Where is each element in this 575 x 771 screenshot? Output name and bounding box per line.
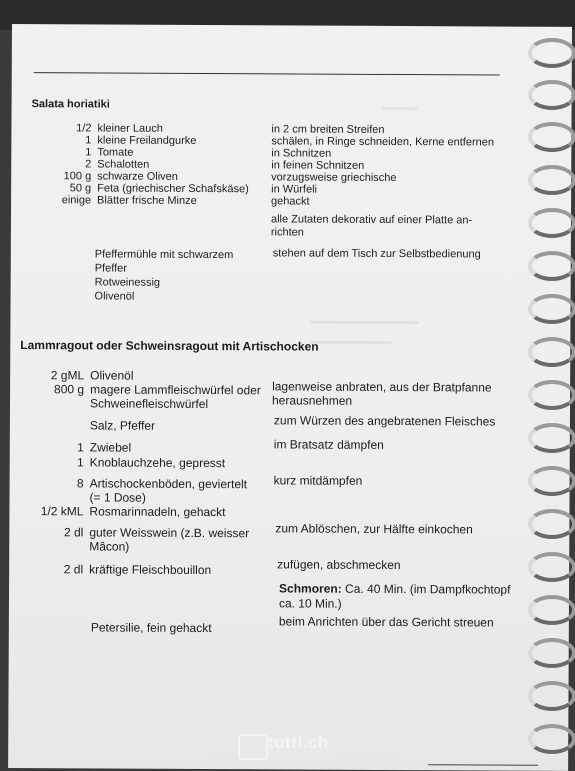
show-through-mark: ▬▬▬▬ [381,101,418,113]
instruction-text: im Bratsatz dämpfen [273,437,384,452]
ingredient-item: Salz, Pfeffer [89,418,156,433]
spiral-coil [528,80,575,110]
ingredient-item: kleiner Lauch [97,122,163,135]
spiral-coil [528,681,575,711]
ingredient-note: in feinen Schnitzen [271,159,365,172]
instruction-text: stehen auf dem Tisch zur Selbstbedienung [272,247,481,261]
schmoren-label: Schmoren: [279,581,342,596]
watermark: tutti.ch [268,733,329,752]
ingredient-note: vorzugsweise griechische [271,171,397,185]
instruction-text: zum Würzen des angebratenen Fleisches [273,413,496,429]
instruction-text: zufügen, abschmecken [277,557,401,573]
table-item: Pfeffer [94,262,127,275]
ingredient-qty: 1 [85,134,92,147]
ingredient-qty: 800 g [54,382,85,397]
schmoren-text: Ca. 40 Min. (im Dampfkochtopf [341,581,511,597]
spiral-coil [528,165,575,195]
table-item: Olivenöl [94,290,135,303]
spiral-coil [528,122,575,152]
table-item: Pfeffermühle mit schwarzem [94,248,234,262]
ingredient-qty: 1 [76,455,84,470]
ingredient-item: Knoblauchzehe, gepresst [89,455,226,471]
ingredient-item: Zwiebel [89,440,132,455]
show-through-mark: ▬▬▬▬▬▬▬▬▬▬▬▬ [310,315,419,327]
spiral-coil [528,208,575,238]
spiral-coil [528,638,575,668]
spiral-coil [528,423,575,453]
ingredient-qty: 8 [76,476,84,491]
ingredient-item: guter Weisswein (z.B. weisser [89,525,250,541]
instruction-text: zum Ablöschen, zur Hälfte einkochen [275,521,473,537]
section2-title: Lammragout oder Schweinsragout mit Artischocken [20,338,319,354]
ingredient-qty: 1 [77,440,84,455]
instruction-text: alle Zutaten dekorativ auf einer Platte an- [270,213,473,227]
ingredient-qty: 100 g [63,170,92,183]
spiral-coil [528,380,575,410]
ingredient-item: schwarze Oliven [97,170,178,183]
ingredient-qty: 2 dl [63,562,84,577]
ingredient-item: Schweinefleischwürfel [89,396,209,412]
ingredient-item: Feta (griechischer Schafskäse) [97,182,249,196]
tutti-logo-icon [238,734,268,760]
ingredient-note: in Würfeli [271,183,318,196]
table-item: Rotweinessig [94,276,161,289]
ingredient-item: magere Lammfleischwürfel oder [90,382,261,398]
spiral-coil [528,251,575,281]
ingredient-qty: einige [61,194,92,207]
spiral-coil [528,466,575,496]
ingredient-item: Tomate [97,146,134,159]
ingredient-item: Petersilie, fein gehackt [90,620,212,636]
spiral-coil [528,595,575,625]
ingredient-item: kleine Freilandgurke [97,134,197,147]
ingredient-note: schälen, in Ringe schneiden, Kerne entfernen [271,135,495,149]
instruction-text: richten [270,226,304,239]
spiral-coil [528,38,575,68]
ingredient-item: Olivenöl [90,368,134,383]
ingredient-item: (= 1 Dose) [89,490,146,505]
show-through-mark: ▬▬▬▬▬▬▬▬▬ [310,335,392,346]
ingredient-qty: 2 dl [63,525,84,540]
header-rule [34,72,500,75]
spiral-coil [528,337,575,367]
spiral-coil [528,509,575,539]
instruction-text: herausnehmen [271,393,353,408]
schmoren-line [279,581,510,596]
ingredient-qty: 50 g [69,182,92,195]
ingredient-qty: 1/2 kML [40,504,84,519]
ingredient-note: in 2 cm breiten Streifen [271,123,385,136]
ingredient-item: Artischockenböden, geviertelt [89,476,248,492]
section1-title: Salata horiatiki [31,98,110,111]
schmoren-text: ca. 10 Min.) [278,596,342,611]
ingredient-item: Rosmarinnadeln, gehackt [89,504,226,520]
instruction-text: kurz mitdämpfen [273,473,363,488]
ingredient-item: kräftige Fleischbouillon [89,562,212,578]
ingredient-qty: 2 gML [50,368,85,383]
ingredient-qty: 1/2 [76,122,92,135]
ingredient-qty: 2 [85,158,92,171]
spiral-coil [528,294,575,324]
ingredient-note: in Schnitzen [271,147,332,160]
spiral-coil [528,724,575,754]
footer-rule [428,764,538,766]
instruction-text: lagenweise anbraten, aus der Bratpfanne [272,379,492,395]
ingredient-qty: 1 [85,146,92,159]
ingredient-note: gehackt [271,195,310,208]
recipe-page [8,24,572,771]
ingredient-item: Mâcon) [89,539,130,554]
ingredient-item: Blätter frische Minze [97,194,197,207]
ingredient-item: Schalotten [97,158,150,171]
instruction-text: beim Anrichten über das Gericht streuen [278,614,494,630]
spiral-coil [528,552,575,582]
